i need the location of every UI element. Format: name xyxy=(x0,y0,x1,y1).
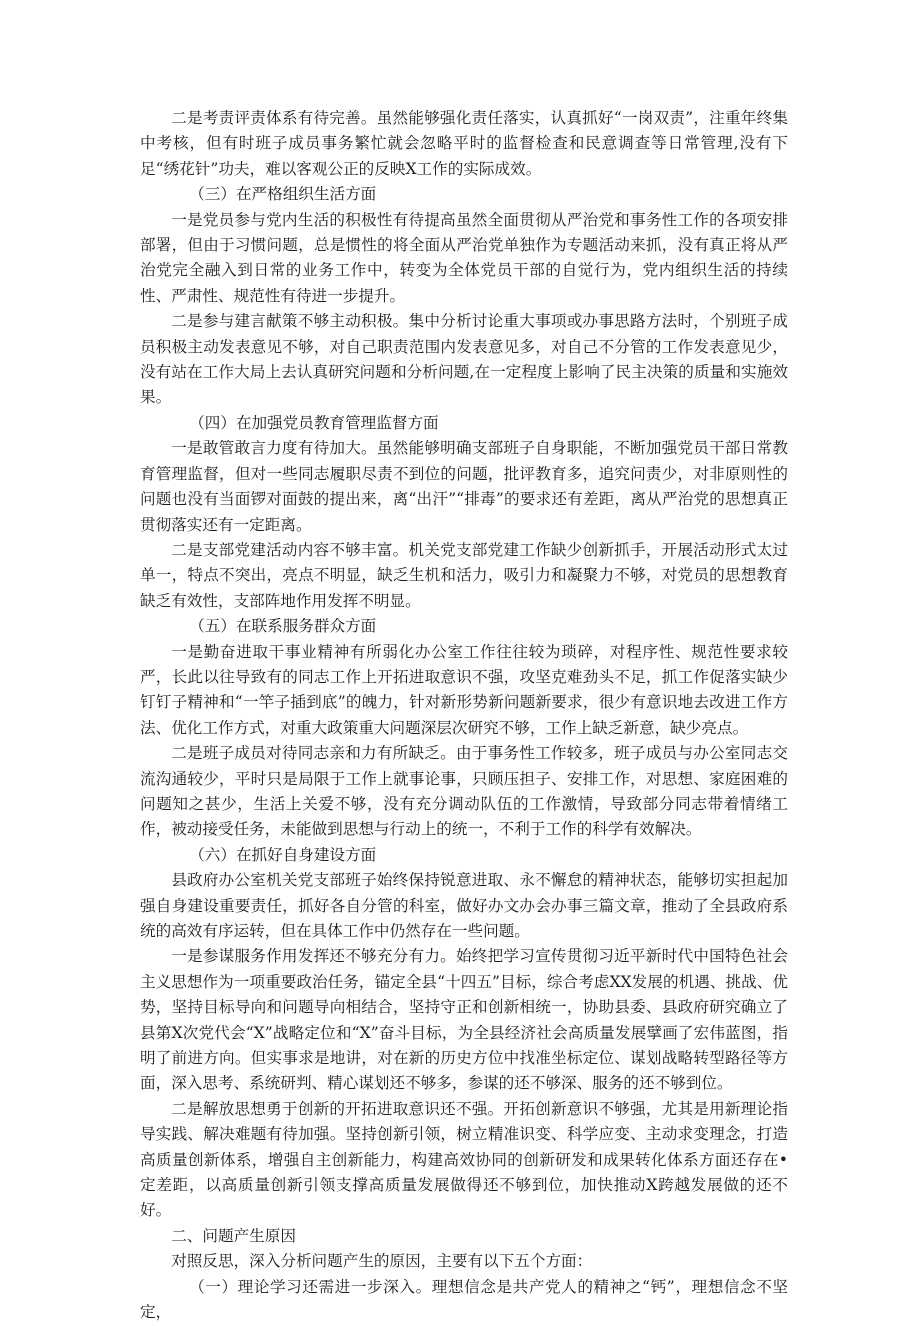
paragraph: 对照反思，深入分析问题产生的原因，主要有以下五个方面： xyxy=(171,1252,593,1271)
section-heading: （六）在抓好自身建设方面 xyxy=(189,845,377,864)
section-heading: （一）理论学习还需进一步深入。理想信念是共产党人的精神之“钙”，理想信念不坚定， xyxy=(140,1277,788,1322)
chapter-heading: 二、问题产生原因 xyxy=(171,1226,296,1245)
paragraph: 一是党员参与党内生活的积极性有待提高虽然全面贯彻从严治党和事务性工作的各项安排部署，但由于习惯问题，总是惯性的将全面从严治党单独作为专题活动来抓，没有真正将从严治党完全融入到日常的业务工作中，转变为全体党员干部的自觉行为，党内组织生活的持续性、严肃性、规范性有待进一步提升。 xyxy=(140,210,788,305)
paragraph: 一是勤奋进取干事业精神有所弱化办公室工作往往较为琐碎，对程序性、规范性要求较严，长此以往导致有的同志工作上开拓进取意识不强，攻坚克难劲头不足，抓工作促落实缺少钉钉子精神和“一竿子插到底”的魄力，针对新形势新问题新要求，很少有意识地去改进工作方法、优化工作方式，对重大政策重大问题深层次研究不够，工作上缺乏新意，缺少亮点。 xyxy=(140,642,788,737)
document-page xyxy=(140,106,788,1326)
section-heading: （四）在加强党员教育管理监督方面 xyxy=(189,413,439,432)
paragraph: 二是解放思想勇于创新的开拓进取意识还不强。开拓创新意识不够强，尤其是用新理论指导实践、解决难题有待加强。坚持创新引领，树立精准识变、科学应变、主动求变理念，打造高质量创新体系，增强自主创新能力，构建高效协同的创新研发和成果转化体系方面还存在•定差距，以高质量创新引领支撑高质量发展做得还不够到位，加快推动X跨越发展做的还不好。 xyxy=(140,1099,788,1220)
paragraph: 二是支部党建活动内容不够丰富。机关党支部党建工作缺少创新抓手，开展活动形式太过单一，特点不突出，亮点不明显，缺乏生机和活力，吸引力和凝聚力不够，对党员的思想教育缺乏有效性，支部阵地作用发挥不明显。 xyxy=(140,540,788,610)
paragraph: 一是敢管敢言力度有待加大。虽然能够明确支部班子自身职能，不断加强党员干部日常教育管理监督，但对一些同志履职尽责不到位的问题，批评教育多，追究问责少，对非原则性的问题也没有当面锣对面鼓的提出来，离“出汗”“排毒”的要求还有差距，离从严治党的思想真正贯彻落实还有一定距离。 xyxy=(140,439,788,534)
paragraph: 二是班子成员对待同志亲和力有所缺乏。由于事务性工作较多，班子成员与办公室同志交流沟通较少，平时只是局限于工作上就事论事，只顾压担子、安排工作，对思想、家庭困难的问题知之甚少，生活上关爱不够，没有充分调动队伍的工作激情，导致部分同志带着情绪工作，被动接受任务，未能做到思想与行动上的统一，不利于工作的科学有效解决。 xyxy=(140,744,788,839)
paragraph: 二是参与建言献策不够主动积极。集中分析讨论重大事项或办事思路方法时，个别班子成员积极主动发表意见不够，对自己职责范围内发表意见多，对自己不分管的工作发表意见少，没有站在工作大局上去认真研究问题和分析问题,在一定程度上影响了民主决策的质量和实施效果。 xyxy=(140,312,788,407)
section-heading: （三）在严格组织生活方面 xyxy=(189,185,377,204)
paragraph: 一是参谋服务作用发挥还不够充分有力。始终把学习宣传贯彻习近平新时代中国特色社会主义思想作为一项重要政治任务，锚定全县“十四五”目标，综合考虑XX发展的机遇、挑战、优势，坚持目标导向和问题导向相结合，坚持守正和创新相统一，协助县委、县政府研究确立了县第X次党代会“X”战略定位和“X”奋斗目标，为全县经济社会高质量发展擘画了宏伟蓝图，指明了前进方向。但实事求是地讲，对在新的历史方位中找准坐标定位、谋划战略转型路径等方面，深入思考、系统研判、精心谋划还不够多，参谋的还不够深、服务的还不够到位。 xyxy=(140,947,788,1093)
section-heading: （五）在联系服务群众方面 xyxy=(189,617,377,636)
paragraph: 县政府办公室机关党支部班子始终保持锐意进取、永不懈怠的精神状态，能够切实担起加强自身建设重要责任，抓好各自分管的科室，做好办文办会办事三篇文章，推动了全县政府系统的高效有序运转，但在具体工作中仍然存在一些问题。 xyxy=(140,871,788,940)
paragraph: 二是考责评责体系有待完善。虽然能够强化责任落实，认真抓好“一岗双责”，注重年终集中考核，但有时班子成员事务繁忙就会忽略平时的监督检查和民意调查等日常管理,没有下足“绣花针”功夫，难以客观公正的反映X工作的实际成效。 xyxy=(140,109,788,178)
